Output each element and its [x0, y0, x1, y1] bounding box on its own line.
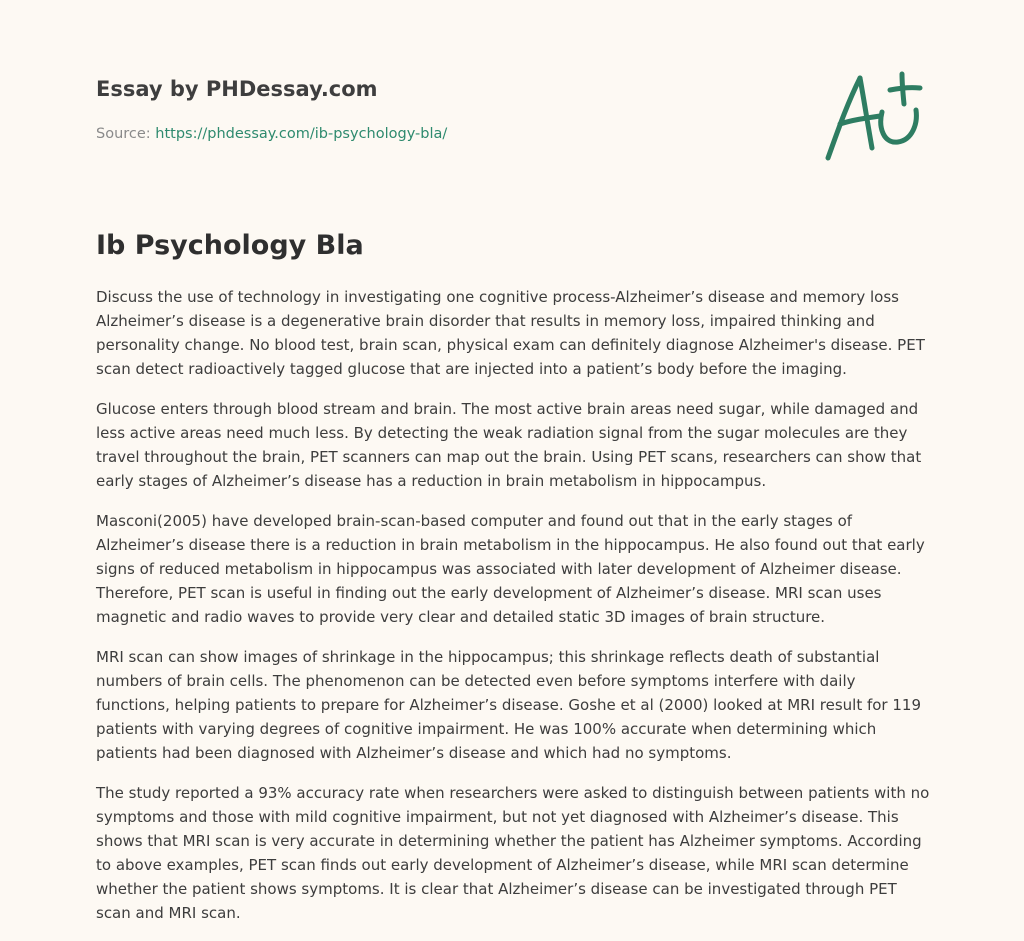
source-line — [96, 124, 796, 144]
essay-paragraph: Discuss the use of technology in investigating one cognitive process-Alzheimer’s disease and memory loss Alzheimer’s disease is a degenerative brain disorder that results in memory loss, impaired thinking and personality change. No blood test, brain scan, physical exam can definitely diagnose Alzheimer's disease. PET scan detect radioactively tagged glucose that are injected into a patient’s body before the imaging. — [96, 288, 925, 378]
brand-title: Essay by PHDessay.com — [96, 77, 378, 101]
source-label: Source: — [96, 126, 151, 142]
a-plus-grade-icon — [820, 66, 930, 166]
essay-header — [96, 74, 796, 144]
essay-title: Ib Psychology Bla — [96, 230, 364, 261]
essay-paragraph: Masconi(2005) have developed brain-scan-based computer and found out that in the early stages of Alzheimer’s disease there is a reduction in brain metabolism in the hippocampus. He also found out that early signs of reduced metabolism in hippocampus was associated with later development of Alzheimer disease. Therefore, PET scan is useful in finding out the early development of Alzheimer’s disease. MRI scan uses magnetic and radio waves to provide very clear and detailed static 3D images of brain structure. — [96, 512, 925, 626]
source-link[interactable]: https://phdessay.com/ib-psychology-bla/ — [155, 126, 448, 142]
essay-body — [96, 285, 934, 941]
essay-paragraph: Glucose enters through blood stream and brain. The most active brain areas need sugar, while damaged and less active areas need much less. By detecting the weak radiation signal from the sugar molecules are they travel throughout the brain, PET scanners can map out the brain. Using PET scans, researchers can show that early stages of Alzheimer’s disease has a reduction in brain metabolism in hippocampus. — [96, 400, 922, 490]
essay-paragraph: MRI scan can show images of shrinkage in the hippocampus; this shrinkage reflects death of substantial numbers of brain cells. The phenomenon can be detected even before symptoms interfere with daily functions, helping patients to prepare for Alzheimer’s disease. Goshe et al (2000) looked at MRI result for 119 patients with varying degrees of cognitive impairment. He was 100% accurate when determining which patients had been diagnosed with Alzheimer’s disease and which had no symptoms. — [96, 648, 921, 762]
essay-paragraph: The study reported a 93% accuracy rate when researchers were asked to distinguish between patients with no symptoms and those with mild cognitive impairment, but not yet diagnosed with Alzheimer’s disease. This shows that MRI scan is very accurate in determining whether the patient has Alzheimer symptoms. According to above examples, PET scan finds out early development of Alzheimer’s disease, while MRI scan determine whether the patient shows symptoms. It is clear that Alzheimer’s disease can be investigated through PET scan and MRI scan. — [96, 784, 930, 922]
